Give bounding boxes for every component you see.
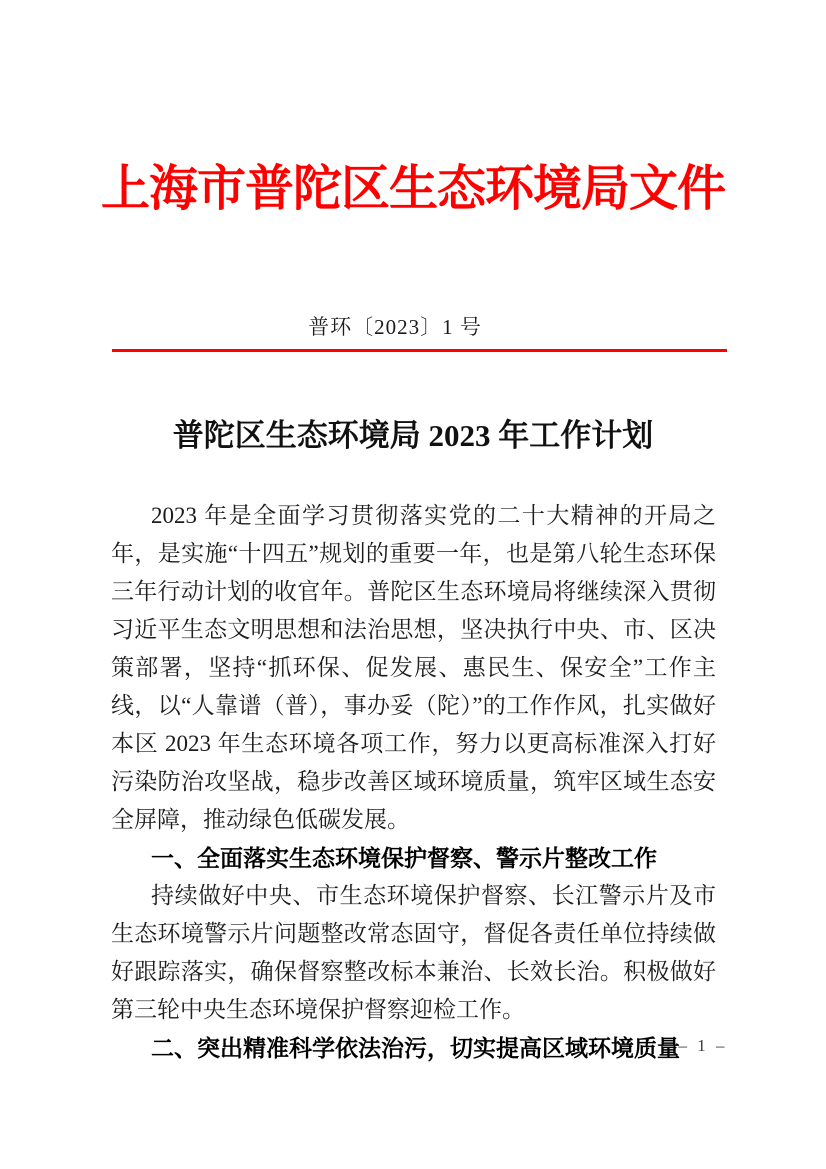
document-body	[111, 497, 716, 1067]
red-separator-line	[112, 349, 727, 352]
doc-number: 普环〔2023〕1 号	[308, 315, 482, 339]
body-paragraph: 2023 年是全面学习贯彻落实党的二十大精神的开局之年，是实施“十四五”规划的重要一年，也是第八轮生态环保三年行动计划的收官年。普陀区生态环境局将继续深入贯彻习近平生态文明思想和法治思想，坚决执行中央、市、区决策部署，坚持“抓环保、促发展、惠民生、保安全”工作主线，以“人靠谱（普），事办妥（陀）”的工作作风，扎实做好本区 2023 年生态环境各项工作，努力以更高标准深入打好污染防治攻坚战，稳步改善区域环境质量，筑牢区域生态安全屏障，推动绿色低碳发展。	[111, 503, 716, 832]
page-number: – 1 –	[678, 1036, 728, 1055]
body-paragraph: 持续做好中央、市生态环境保护督察、长江警示片及市生态环境警示片问题整改常态固守，督促各责任单位持续做好跟踪落实，确保督察整改标本兼治、长效长治。积极做好第三轮中央生态环境保护督察迎检工作。	[111, 883, 716, 1022]
section-heading: 二、突出精准科学依法治污，切实提高区域环境质量	[151, 1035, 680, 1061]
section-heading: 一、全面落实生态环境保护督察、警示片整改工作	[151, 845, 657, 871]
document-title: 普陀区生态环境局 2023 年工作计划	[172, 418, 654, 453]
document-header-title: 上海市普陀区生态环境局文件	[100, 161, 725, 216]
